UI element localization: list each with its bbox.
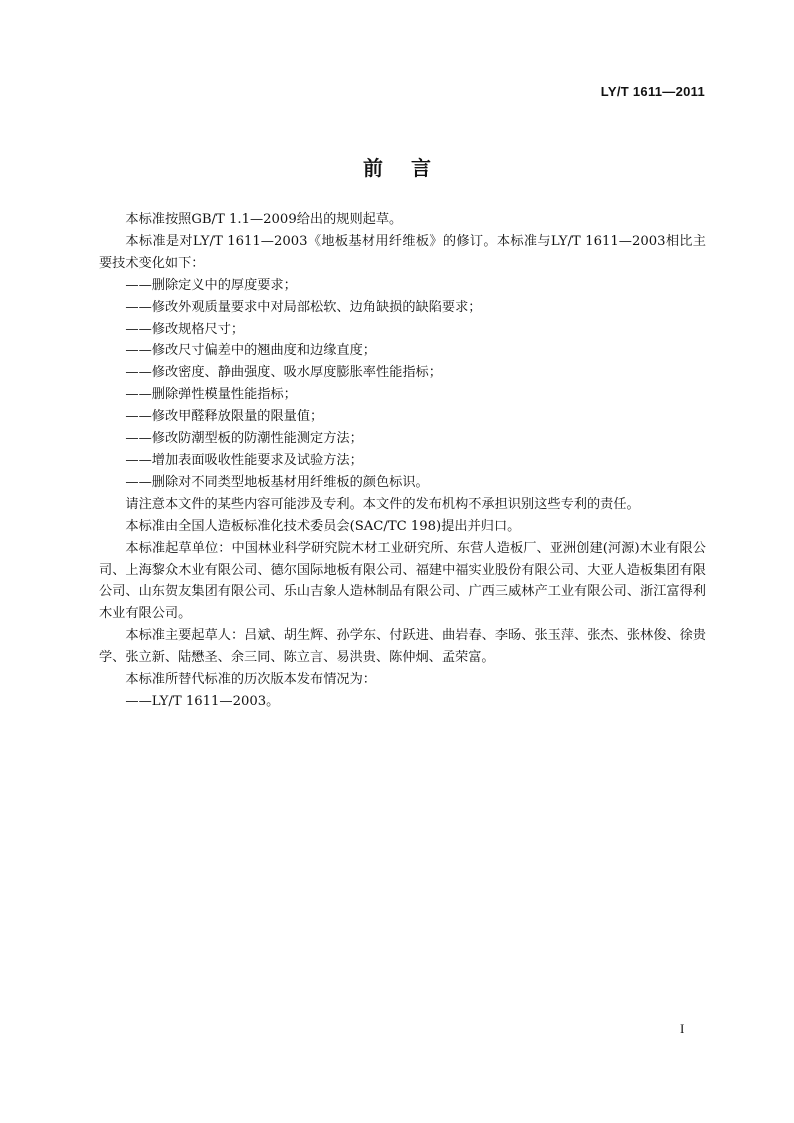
paragraph: 本标准起草单位：中国林业科学研究院木材工业研究所、东营人造板厂、亚洲创建(河源)木业有限公司、上海黎众木业有限公司、德尔国际地板有限公司、福建中福实业股份有限公司、大亚人造板集团有限公司、山东贺友集团有限公司、乐山吉象人造林制品有限公司、广西三威林产工业有限公司、浙江富得利木业有限公司。 xyxy=(99,540,706,622)
list-item: ——修改外观质量要求中对局部松软、边角缺损的缺陷要求； xyxy=(125,299,482,315)
list-item: ——修改尺寸偏差中的翘曲度和边缘直度； xyxy=(125,343,376,359)
list-item: ——增加表面吸收性能要求及试验方法； xyxy=(125,452,363,468)
foreword-body xyxy=(99,209,706,713)
page-number: I xyxy=(680,1021,685,1036)
list-item: ——LY/T 1611—2003。 xyxy=(125,693,280,709)
list-item: ——修改甲醛释放限量的限量值； xyxy=(125,409,324,425)
paragraph: 本标准按照GB/T 1.1—2009给出的规则起草。 xyxy=(125,212,403,227)
paragraph: 本标准所替代标准的历次版本发布情况为： xyxy=(125,672,376,688)
paragraph: 请注意本文件的某些内容可能涉及专利。本文件的发布机构不承担识别这些专利的责任。 xyxy=(125,496,640,512)
list-item: ——删除对不同类型地板基材用纤维板的颜色标识。 xyxy=(125,474,429,490)
list-item: ——修改防潮型板的防潮性能测定方法； xyxy=(125,431,363,447)
page-title: 前言 xyxy=(363,156,459,180)
paragraph: 本标准由全国人造板标准化技术委员会(SAC/TC 198)提出并归口。 xyxy=(125,518,521,534)
list-item: ——删除弹性模量性能指标； xyxy=(125,387,297,403)
standard-number-header: LY/T 1611—2011 xyxy=(600,84,705,99)
list-item: ——删除定义中的厚度要求； xyxy=(125,277,297,293)
list-item: ——修改密度、静曲强度、吸水厚度膨胀率性能指标； xyxy=(125,365,442,381)
list-item: ——修改规格尺寸； xyxy=(125,321,245,337)
paragraph: 本标准主要起草人：吕斌、胡生辉、孙学东、付跃进、曲岩春、李旸、张玉萍、张杰、张林俊、徐贵学、张立新、陆懋圣、余三同、陈立言、易洪贵、陈仲炯、孟荣富。 xyxy=(99,628,706,666)
paragraph: 本标准是对LY/T 1611—2003《地板基材用纤维板》的修订。本标准与LY/T 1611—2003相比主要技术变化如下： xyxy=(99,233,706,271)
